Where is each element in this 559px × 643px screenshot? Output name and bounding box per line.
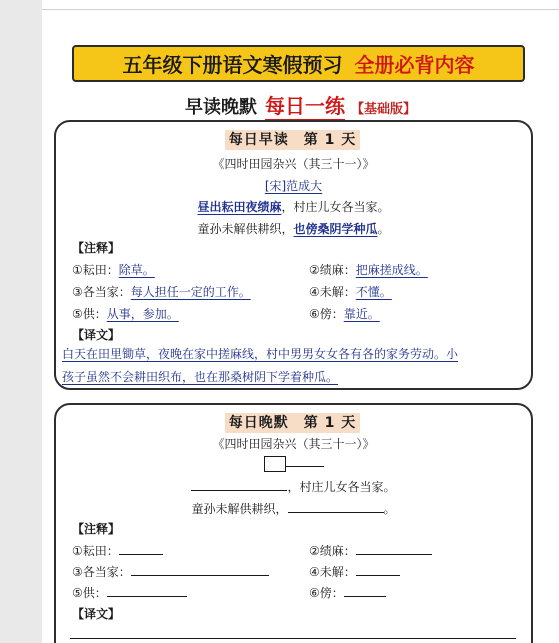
poem-author (56, 177, 531, 194)
note-1-value: 除草。 (118, 263, 155, 277)
note-2 (309, 261, 428, 278)
note-4 (309, 283, 392, 300)
dictation-note-4-label: ④未解： (309, 565, 356, 579)
poem-line-2-blank[interactable] (288, 501, 384, 513)
dictation-note-3-label: ③各当家： (72, 565, 131, 579)
note-2-value: 把麻搓成线。 (355, 263, 428, 277)
dictation-line-1-rest: ，村庄儿女各当家。 (287, 480, 396, 494)
author-blank[interactable] (286, 455, 324, 467)
note-1 (72, 261, 155, 278)
dictation-note-1-label: ①耘田： (72, 544, 119, 558)
dictation-translation-heading: 【译文】 (72, 607, 121, 621)
dictation-note-2-label: ②绩麻： (309, 544, 356, 558)
note-6-label: ⑥傍： (309, 307, 344, 321)
note-2-label: ②绩麻： (309, 263, 356, 277)
note-3-blank[interactable] (131, 564, 269, 576)
dictation-notes-heading: 【注释】 (72, 522, 121, 536)
evening-day-label: 每日晚默 第 1 天 (225, 413, 360, 433)
dictation-line-2-start: 童孙未解供耕织， (191, 502, 288, 516)
top-divider (42, 9, 559, 10)
note-5-value: 从事，参加。 (106, 307, 179, 321)
evening-dictation-card (54, 403, 533, 643)
notes-heading: 【注释】 (72, 241, 121, 255)
dictation-line-1 (56, 478, 531, 495)
dictation-author-row (56, 455, 531, 472)
subtitle-highlight: 每日一练 (265, 94, 345, 121)
dictation-note-1 (72, 542, 163, 559)
note-6-blank[interactable] (344, 585, 386, 597)
note-2-blank[interactable] (356, 543, 432, 555)
poem-title: 《四时田园杂兴（其三十一）》 (212, 157, 375, 171)
translation-answer-line[interactable] (70, 638, 516, 639)
note-5-label: ⑤供： (72, 307, 107, 321)
note-4-value: 不懂。 (355, 285, 392, 299)
poem-line-2-key: 也傍桑阴学种瓜 (293, 222, 378, 236)
dictation-note-5-label: ⑤供： (72, 586, 107, 600)
poem-line-1 (56, 198, 531, 215)
title-banner (72, 45, 525, 82)
note-3 (72, 283, 251, 300)
author-name: [宋]范成大 (264, 179, 323, 193)
poem-line-1-rest: ，村庄儿女各当家。 (281, 200, 390, 214)
subtitle-main: 早读晚默 (184, 97, 257, 118)
poem-line-1-key: 昼出耘田夜绩麻 (197, 200, 282, 214)
dictation-line-2-end: 。 (383, 502, 396, 516)
note-3-label: ③各当家： (72, 285, 131, 299)
note-6-value: 靠近。 (343, 307, 380, 321)
banner-title: 五年级下册语文寒假预习 (122, 53, 343, 77)
note-4-blank[interactable] (356, 564, 400, 576)
subtitle-level: 【基础版】 (350, 102, 416, 117)
poem-line-1-blank[interactable] (191, 479, 287, 491)
note-1-label: ①耘田： (72, 263, 119, 277)
translation-text (62, 343, 524, 389)
note-6 (309, 305, 380, 322)
dictation-note-2 (309, 542, 432, 559)
dictation-note-5 (72, 584, 187, 601)
poem-line-2-end: 。 (377, 222, 390, 236)
worksheet-page (42, 0, 559, 643)
banner-highlight: 全册必背内容 (354, 53, 475, 77)
dictation-note-6-label: ⑥傍： (309, 586, 344, 600)
note-4-label: ④未解： (309, 285, 356, 299)
note-1-blank[interactable] (119, 543, 163, 555)
translation-line-1: 白天在田里锄草，夜晚在家中搓麻线，村中男男女女各有各的家务劳动。小 (62, 347, 459, 361)
note-3-value: 每人担任一定的工作。 (130, 285, 251, 299)
note-5-blank[interactable] (107, 585, 187, 597)
poem-line-2 (56, 220, 531, 237)
dictation-poem-title: 《四时田园杂兴（其三十一）》 (212, 437, 375, 451)
translation-line-2: 孩子虽然不会耕田织布，也在那桑树阴下学着种瓜。 (62, 370, 339, 384)
dictation-note-4 (309, 563, 400, 580)
morning-reading-card (54, 120, 533, 390)
note-5 (72, 305, 179, 322)
translation-heading: 【译文】 (72, 328, 121, 342)
dictation-line-2 (56, 500, 531, 517)
dynasty-blank[interactable] (264, 456, 286, 472)
morning-day-label: 每日早读 第 1 天 (225, 130, 360, 150)
dictation-note-6 (309, 584, 386, 601)
poem-line-2-start: 童孙未解供耕织， (197, 222, 294, 236)
dictation-note-3 (72, 563, 269, 580)
subtitle (42, 90, 559, 119)
